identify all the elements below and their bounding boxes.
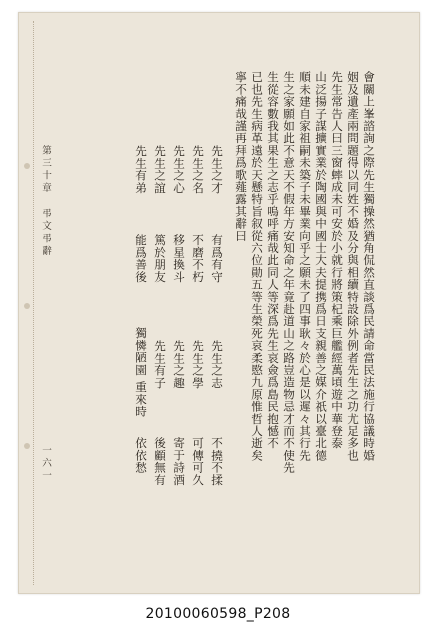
verse-phrase: 先生之志 — [210, 340, 224, 389]
verse-phrase: 先生有子 — [153, 340, 167, 389]
verse-phrase: 依依愁 — [134, 437, 148, 474]
running-title: 第三十章 弔文弔辭 — [40, 145, 51, 259]
verse-phrase: 不撓不揉 — [210, 437, 224, 486]
verse-phrase: 先生之學 — [191, 340, 205, 389]
paragraph-line: 已也先生病革遠於天懸特旨叙從六位勛五等生榮死哀柔愍九原惟哲人逝矣 — [250, 71, 264, 462]
verse-phrase: 先生有弟 — [134, 145, 148, 194]
verse-phrase: 不磨不朽 — [191, 234, 205, 283]
binding-margin-line — [33, 21, 34, 585]
verse-phrase: 能爲善後 — [134, 234, 148, 283]
verse-phrase: 先生之趣 — [172, 340, 186, 389]
binding-hole — [24, 163, 30, 169]
paragraph-line: 山泛揚子謀擴實業於陶國與中國士大夫提携爲日支親善之媒介祇以臺北德 — [314, 71, 328, 462]
paragraph-line: 姻及遺產兩問題得以同姓不婚及分與相續特設除外例者先生之功尤足多也 — [346, 71, 360, 462]
verse-phrase: 獨憐陋園 — [134, 327, 148, 376]
verse-phrase: 後顧無有 — [153, 437, 167, 486]
verse-phrase: 重來時 — [134, 381, 148, 418]
binding-hole — [24, 443, 30, 449]
verse-phrase: 寄于詩酒 — [172, 437, 186, 486]
verse-phrase: 移星換斗 — [172, 234, 186, 283]
verse-phrase: 先生之心 — [172, 145, 186, 194]
verse-phrase: 先生之名 — [191, 145, 205, 194]
paragraph-line: 寧不痛哉謹再拜爲歌薤露其辭曰 — [234, 71, 248, 242]
paragraph-line: 順未建自家祖嗣未築子未畢業向乎之願未了四事耿々於心是以遲々其行先 — [298, 71, 312, 462]
paragraph-line: 生從容數我其果生之志乎嗚呼痛哉此同人等深爲先生哀僉爲島民抱憾不 — [266, 71, 280, 450]
image-id-label: 20100060598_P208 — [145, 606, 291, 622]
binding-hole — [24, 303, 30, 309]
paragraph-line: 生之家願如此不意天不假年方安知命之年竟赴道山之路豈造物忌才而不使先 — [282, 71, 296, 474]
verse-phrase: 有爲有守 — [210, 234, 224, 283]
paragraph-line: 先生常告人曰三窗蟀成未可安於小就行將策杞乘巨艦經萬頃遊中華登泰 — [330, 71, 344, 450]
page-number: 一六一 — [40, 445, 51, 483]
verse-phrase: 先生之才 — [210, 145, 224, 194]
verse-phrase: 先生之誼 — [153, 145, 167, 194]
verse-phrase: 篤於朋友 — [153, 234, 167, 283]
paragraph-line: 會關上峯諮詢之際先生獨操然猶角侃然直談爲民請命當民法施行協議時婚 — [362, 71, 376, 462]
scanned-page — [18, 12, 420, 594]
verse-phrase: 可傳可久 — [191, 437, 205, 486]
